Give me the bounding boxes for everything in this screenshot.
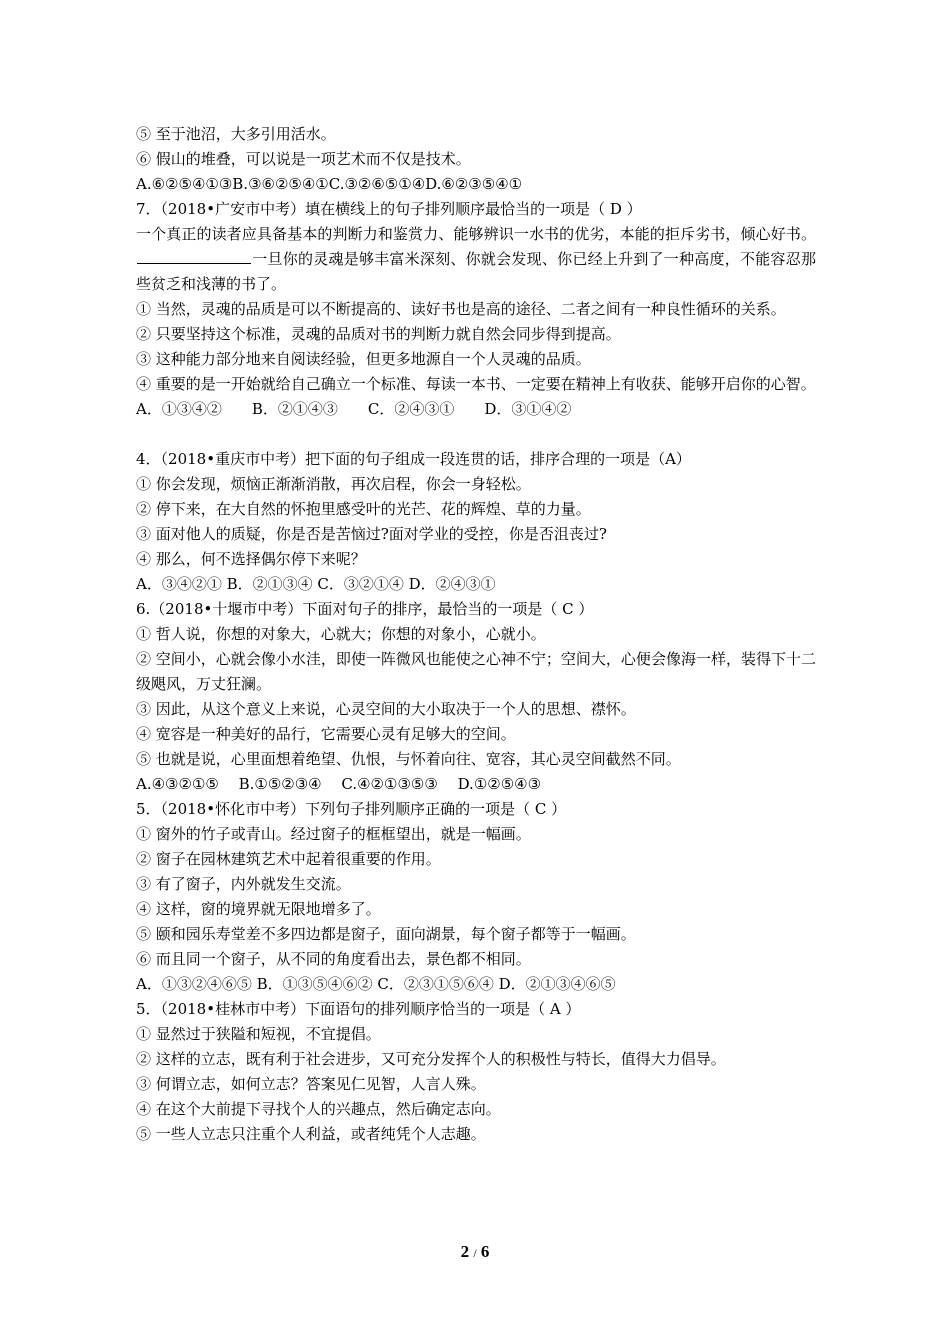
total-pages: 6	[480, 1242, 490, 1261]
question-7-item-2: ② 只要坚持这个标准，灵魂的品质对书的判断力就自然会同步得到提高。	[136, 325, 621, 343]
question-5a-item-3: ③ 有了窗子，内外就发生交流。	[136, 875, 351, 893]
question-5a-item-6: ⑥ 而且同一个窗子，从不同的角度看出去，景色都不相同。	[136, 950, 531, 968]
question-5b-item-1: ① 显然过于狭隘和短视，不宜提倡。	[136, 1025, 381, 1043]
question-6-title: 6.（2018•十堰市中考）下面对句子的排序，最恰当的一项是（ C ）	[136, 600, 594, 618]
question-7-item-1: ① 当然，灵魂的品质是可以不断提高的、读好书也是高的途径、二者之间有一种良性循环的关系。	[136, 300, 786, 318]
question-5b-item-2: ② 这样的立志，既有利于社会进步，又可充分发挥个人的积极性与特长，值得大力倡导。	[136, 1050, 726, 1068]
text-line: ⑥ 假山的堆叠，可以说是一项艺术而不仅是技术。	[136, 150, 471, 168]
fill-blank	[137, 247, 251, 264]
current-page: 2	[460, 1242, 470, 1261]
question-5a-title: 5．（2018•怀化市中考）下列句子排列顺序正确的一项是（ C ）	[136, 800, 567, 818]
question-5a-item-2: ② 窗子在园林建筑艺术中起着很重要的作用。	[136, 850, 441, 868]
question-6-item-4: ④ 宽容是一种美好的品行，它需要心灵有足够大的空间。	[136, 725, 516, 743]
question-5b-title: 5．（2018•桂林市中考）下面语句的排列顺序恰当的一项是（ A ）	[136, 1000, 581, 1018]
question-4-title: 4．（2018•重庆市中考）把下面的句子组成一段连贯的话，排序合理的一项是（A）	[136, 450, 691, 468]
stem-end: 一旦你的灵魂是够丰富米深刻、你就会发现、你已经上升到了一种高度，不能容忍那些贫乏和浅薄的书了。	[136, 250, 816, 293]
question-7-title: 7．（2018•广安市中考）填在横线上的句子排列顺序最恰当的一项是（ D ）	[136, 200, 642, 218]
blank-gap	[136, 422, 816, 447]
document-body	[136, 122, 816, 1147]
question-5b-item-5: ⑤ 一些人立志只注重个人利益，或者纯凭个人志趣。	[136, 1125, 486, 1143]
question-6-item-2: ② 空间小，心就会像小水洼，即使一阵微风也能使之心神不宁；空间大，心便会像海一样，装得下十二级飓风，万丈狂澜。	[136, 650, 816, 693]
question-5a-item-1: ① 窗外的竹子或青山。经过窗子的框框望出，就是一幅画。	[136, 825, 531, 843]
options-line: A.⑥②⑤④①③B.③⑥②⑤④①C.③②⑥⑤①④D.⑥②③⑤④①	[136, 175, 523, 193]
page-number	[0, 1242, 950, 1262]
question-7-item-3: ③ 这种能力部分地来自阅读经验，但更多地源自一个人灵魂的品质。	[136, 350, 591, 368]
stem-start: 一个真正的读者应具备基本的判断力和鉴赏力、能够辨识一水书的优劣，本能的拒斥劣书，倾心好书。	[136, 225, 816, 243]
question-7-item-4: ④ 重要的是一开始就给自己确立一个标准、每读一本书、一定要在精神上有收获、能够开启你的心智。	[136, 375, 816, 393]
text-line: ⑤ 至于池沼，大多引用活水。	[136, 125, 336, 143]
question-4-options: A．③④②① B．②①③④ C．③②①④ D．②④③①	[136, 575, 496, 593]
question-7-stem	[136, 222, 816, 297]
question-5b-item-3: ③ 何谓立志，如何立志？答案见仁见智，人言人殊。	[136, 1075, 486, 1093]
question-6-item-1: ① 哲人说，你想的对象大，心就大；你想的对象小，心就小。	[136, 625, 546, 643]
question-4-item-1: ① 你会发现，烦恼正渐渐消散，再次启程，你会一身轻松。	[136, 475, 531, 493]
question-4-item-4: ④ 那么，何不选择偶尔停下来呢？	[136, 550, 366, 568]
question-6-item-3: ③ 因此，从这个意义上来说，心灵空间的大小取决于一个人的思想、襟怀。	[136, 700, 636, 718]
question-5a-options: A．①③②④⑥⑤ B．①③⑤④⑥② C．②③①⑤⑥④ D．②①③④⑥⑤	[136, 975, 616, 993]
question-6-options: A.④③②①⑤ B.①⑤②③④ C.④②①③⑤③ D.①②⑤④③	[136, 775, 542, 793]
question-5a-item-5: ⑤ 颐和园乐寿堂差不多四边都是窗子，面向湖景，每个窗子都等于一幅画。	[136, 925, 636, 943]
question-4-item-2: ② 停下来，在大自然的怀抱里感受叶的光芒、花的辉煌、草的力量。	[136, 500, 591, 518]
question-7-options: A．①③④② B．②①④③ C．②④③① D．③①④②	[136, 400, 572, 418]
question-4-item-3: ③ 面对他人的质疑，你是否是苦恼过?面对学业的受控，你是否沮丧过?	[136, 525, 607, 543]
question-5b-item-4: ④ 在这个大前提下寻找个人的兴趣点，然后确定志向。	[136, 1100, 501, 1118]
question-5a-item-4: ④ 这样，窗的境界就无限地增多了。	[136, 900, 381, 918]
page-separator: /	[473, 1246, 477, 1260]
question-6-item-5: ⑤ 也就是说，心里面想着绝望、仇恨，与怀着向往、宽容，其心灵空间截然不同。	[136, 750, 681, 768]
